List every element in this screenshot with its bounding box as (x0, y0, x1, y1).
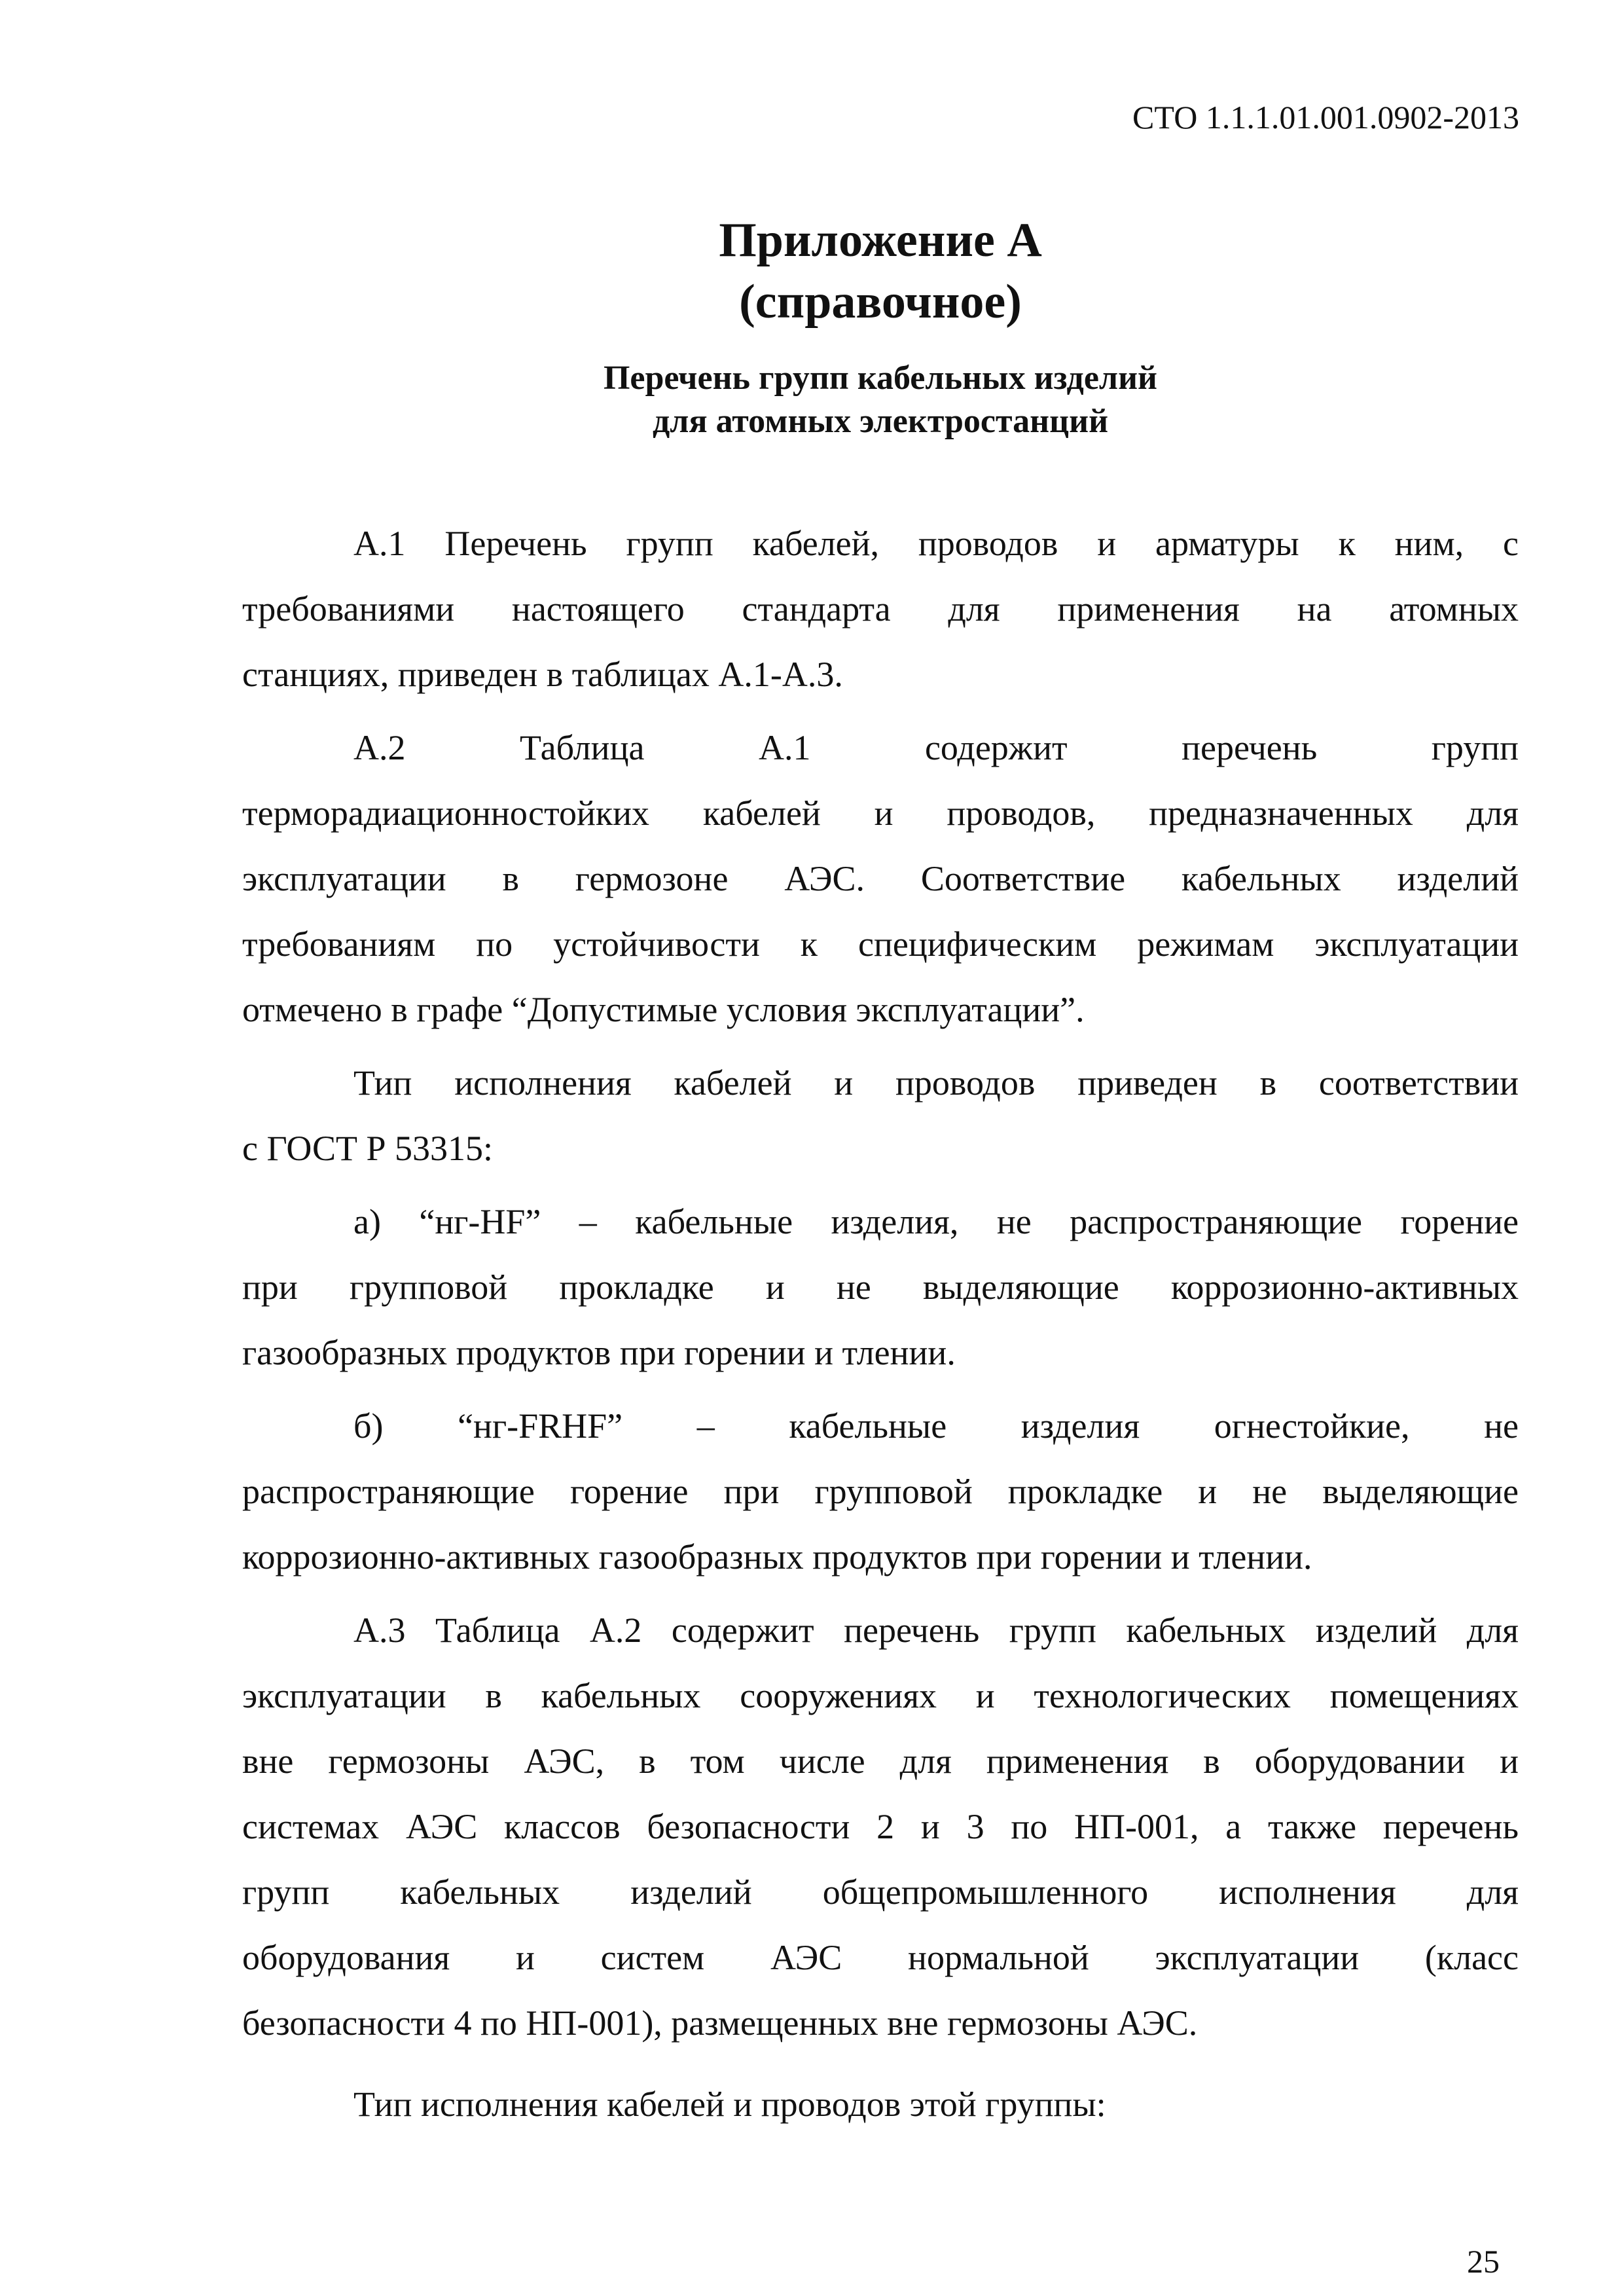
text-line: а) “нг-HF” – кабельные изделия, не распространяющие горение (353, 1202, 1519, 1241)
text-line: терморадиационностойких кабелей и проводов, предназначенных для (242, 793, 1519, 833)
list-item-b (242, 1393, 1519, 1590)
text-line: А.1 Перечень групп кабелей, проводов и арматуры к ним, с (353, 524, 1519, 563)
paragraph-a2 (242, 715, 1519, 1042)
text-line: при групповой прокладке и не выделяющие коррозионно-активных (242, 1267, 1519, 1307)
text-line: Тип исполнения кабелей и проводов этой группы: (353, 2085, 1106, 2124)
text-line: газообразных продуктов при горении и тлении. (242, 1333, 956, 1372)
appendix-subtitle-line-2: для атомных электростанций (652, 403, 1109, 440)
paragraph-type-group (242, 2071, 1519, 2137)
text-line: с ГОСТ Р 53315: (242, 1129, 494, 1168)
text-line: групп кабельных изделий общепромышленного исполнения для (242, 1872, 1519, 1912)
text-line: вне гермозоны АЭС, в том числе для применения в оборудовании и (242, 1741, 1519, 1781)
paragraph-type (242, 1050, 1519, 1181)
appendix-title-line-2: (справочное) (739, 275, 1022, 329)
appendix-title (242, 210, 1519, 333)
appendix-subtitle-line-1: Перечень групп кабельных изделий (603, 359, 1158, 397)
paragraph-a1 (242, 511, 1519, 707)
appendix-subtitle (242, 357, 1519, 443)
text-line: распространяющие горение при групповой прокладке и не выделяющие (242, 1472, 1519, 1511)
text-line: коррозионно-активных газообразных продуктов при горении и тлении. (242, 1537, 1312, 1576)
body-text (242, 511, 1519, 2137)
text-line: отмечено в графе “Допустимые условия эксплуатации”. (242, 990, 1085, 1029)
page-number: 25 (1467, 2243, 1500, 2280)
text-line: б) “нг-FRHF” – кабельные изделия огнестойкие, не (353, 1406, 1519, 1446)
paragraph-a3 (242, 1597, 1519, 2056)
appendix-title-line-1: Приложение А (719, 213, 1042, 267)
text-line: оборудования и систем АЭС нормальной эксплуатации (класс (242, 1938, 1519, 1977)
text-line: требованиям по устойчивости к специфическим режимам эксплуатации (242, 924, 1519, 964)
text-line: требованиями настоящего стандарта для применения на атомных (242, 589, 1519, 629)
text-line: А.3 Таблица А.2 содержит перечень групп кабельных изделий для (353, 1611, 1519, 1650)
document-code: СТО 1.1.1.01.001.0902-2013 (1132, 99, 1519, 136)
text-line: А.2 Таблица А.1 содержит перечень групп (353, 728, 1519, 767)
text-line: станциях, приведен в таблицах А.1-А.3. (242, 655, 843, 694)
text-line: системах АЭС классов безопасности 2 и 3 по НП-001, а также перечень (242, 1807, 1519, 1846)
text-line: эксплуатации в кабельных сооружениях и технологических помещениях (242, 1676, 1519, 1715)
text-line: безопасности 4 по НП-001), размещенных вне гермозоны АЭС. (242, 2003, 1198, 2043)
text-line: Тип исполнения кабелей и проводов приведен в соответствии (353, 1063, 1519, 1102)
text-line: эксплуатации в гермозоне АЭС. Соответствие кабельных изделий (242, 859, 1519, 898)
list-item-a (242, 1189, 1519, 1385)
